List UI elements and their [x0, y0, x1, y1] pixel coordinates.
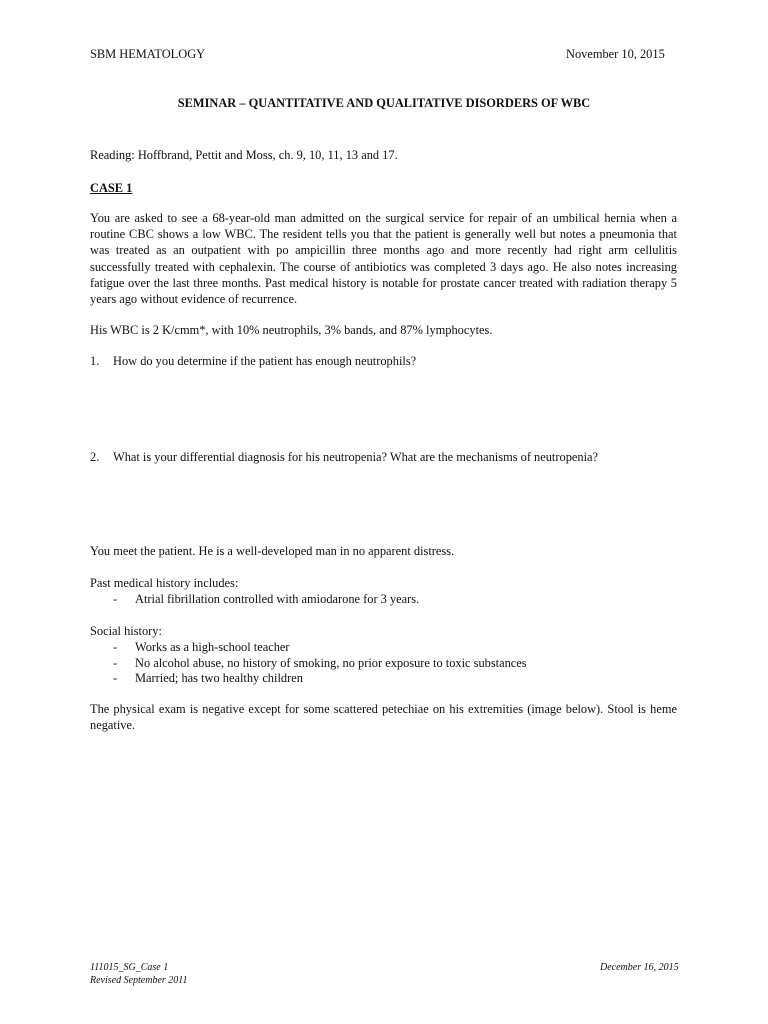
- past-medical-history-list: [113, 591, 419, 607]
- past-medical-history-heading: Past medical history includes:: [90, 576, 239, 590]
- question-1: [90, 353, 680, 369]
- question-2: [90, 449, 680, 465]
- list-marker: -: [113, 640, 118, 654]
- list-item-text: Atrial fibrillation controlled with amiodarone for 3 years.: [135, 592, 420, 606]
- list-item: [113, 591, 419, 607]
- list-marker: -: [113, 671, 118, 686]
- meet-paragraph: You meet the patient. He is a well-developed man in no apparent distress.: [90, 544, 455, 558]
- footer-document-id: 111015_SG_Case 1: [90, 962, 169, 973]
- footer-revision: Revised September 2011: [90, 975, 188, 986]
- social-history-heading: Social history:: [90, 624, 162, 638]
- page-title: SEMINAR – QUANTITATIVE AND QUALITATIVE DISORDERS OF WBC: [177, 96, 591, 110]
- question-text: What is your differential diagnosis for his neutropenia? What are the mechanisms of neutropenia?: [113, 450, 599, 464]
- list-item: [113, 655, 527, 671]
- reading-assignment: Reading: Hoffbrand, Pettit and Moss, ch. 9, 10, 11, 13 and 17.: [90, 148, 398, 162]
- question-text: How do you determine if the patient has enough neutrophils?: [113, 354, 417, 368]
- header-date: November 10, 2015: [566, 47, 665, 61]
- list-item: [113, 670, 527, 686]
- list-item-text: Married; has two healthy children: [135, 671, 303, 686]
- list-item: [113, 639, 527, 655]
- case-heading: CASE 1: [90, 181, 133, 195]
- list-marker: -: [113, 655, 118, 670]
- question-number: 1.: [90, 354, 100, 368]
- intro-paragraph: You are asked to see a 68-year-old man admitted on the surgical service for repair of an umbilical hernia when a routine CBC shows a low WBC. The resident tells you that the patient is generally well but notes a pneumonia that was treated as an outpatient with po ampicillin three months ago and more recently had right arm cellulitis successfully treated with cephalexin. The course of antibiotics was completed 3 days ago. He also notes increasing fatigue over the last three months. Past medical history is notable for prostate cancer treated with radiation therapy 5 years ago without evidence of recurrence.: [90, 211, 677, 307]
- list-item-text: Works as a high-school teacher: [135, 640, 290, 654]
- list-item-text: No alcohol abuse, no history of smoking, no prior exposure to toxic substances: [135, 655, 527, 670]
- question-number: 2.: [90, 450, 100, 464]
- exam-paragraph: The physical exam is negative except for some scattered petechiae on his extremities (image below). Stool is heme negative.: [90, 702, 677, 733]
- list-marker: -: [113, 592, 118, 606]
- header-course: SBM HEMATOLOGY: [90, 47, 206, 61]
- footer-date: December 16, 2015: [600, 962, 679, 973]
- footer-left: [90, 961, 188, 987]
- social-history-list: [113, 639, 527, 686]
- wbc-paragraph: His WBC is 2 K/cmm*, with 10% neutrophils, 3% bands, and 87% lymphocytes.: [90, 323, 493, 337]
